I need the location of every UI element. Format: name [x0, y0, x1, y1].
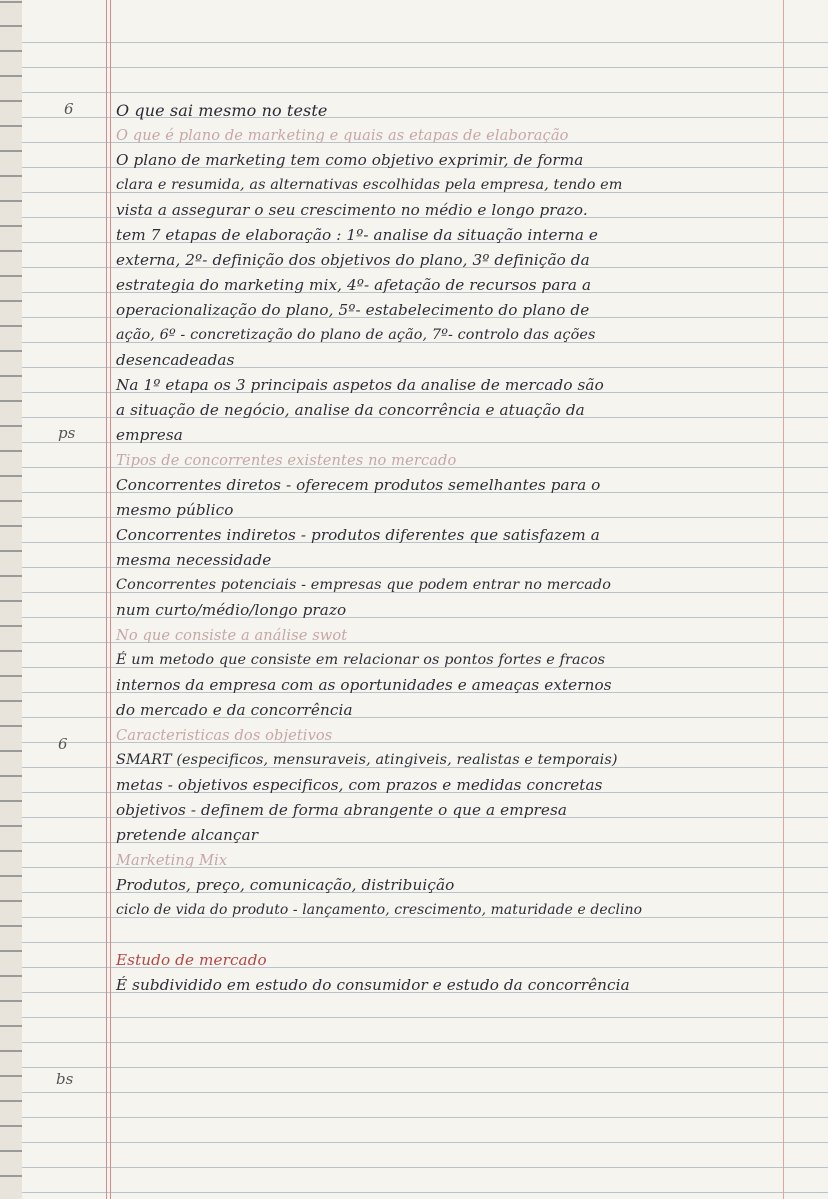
note-line: mesma necessidade [116, 551, 272, 569]
blank-line [116, 923, 828, 948]
note-line: tem 7 etapas de elaboração : 1º- analise da situação interna e [116, 226, 598, 244]
note-line: metas - objetivos especificos, com prazos e medidas concretas [116, 776, 603, 794]
question-heading: No que consiste a análise swot [116, 627, 348, 644]
margin-line [106, 0, 107, 1199]
note-line: É um metodo que consiste em relacionar os pontos fortes e fracos [116, 652, 606, 668]
note-line: mesmo público [116, 501, 234, 519]
note-line: operacionalização do plano, 5º- estabelecimento do plano de [116, 301, 590, 319]
binding-holes [0, 0, 22, 1199]
note-line: Na 1º etapa os 3 principais aspetos da analise de mercado são [116, 376, 604, 394]
note-line: do mercado e da concorrência [116, 701, 353, 719]
handwritten-notes [116, 98, 828, 998]
margin-mark: ps [58, 424, 76, 442]
question-heading: Marketing Mix [116, 852, 228, 869]
note-line: ciclo de vida do produto - lançamento, crescimento, maturidade e declino [116, 902, 643, 918]
note-line: Concorrentes potenciais - empresas que podem entrar no mercado [116, 577, 611, 593]
note-title: O que sai mesmo no teste [116, 101, 328, 120]
note-line: Concorrentes diretos - oferecem produtos semelhantes para o [116, 476, 601, 494]
question-heading: Caracteristicas dos objetivos [116, 727, 333, 744]
note-line: objetivos - definem de forma abrangente o que a empresa [116, 801, 568, 819]
note-line: a situação de negócio, analise da concorrência e atuação da [116, 401, 585, 419]
margin-mark: bs [56, 1070, 74, 1088]
section-heading: Estudo de mercado [116, 951, 267, 969]
note-line: internos da empresa com as oportunidades e ameaças externos [116, 676, 612, 694]
margin-mark: 6 [58, 735, 68, 753]
note-line: estrategia do marketing mix, 4º- afetação de recursos para a [116, 276, 592, 294]
note-line: desencadeadas [116, 351, 235, 369]
question-heading: O que é plano de marketing e quais as etapas de elaboração [116, 127, 569, 144]
note-line: Produtos, preço, comunicação, distribuição [116, 876, 455, 894]
margin-line [110, 0, 111, 1199]
note-line: pretende alcançar [116, 826, 259, 844]
note-line: vista a assegurar o seu crescimento no médio e longo prazo. [116, 201, 588, 219]
note-line: Concorrentes indiretos - produtos diferentes que satisfazem a [116, 526, 600, 544]
note-line: externa, 2º- definição dos objetivos do plano, 3º definição da [116, 251, 590, 269]
note-line: É subdividido em estudo do consumidor e estudo da concorrência [116, 976, 630, 994]
note-line: clara e resumida, as alternativas escolhidas pela empresa, tendo em [116, 177, 623, 193]
margin-mark: 6 [64, 100, 74, 118]
note-line: num curto/médio/longo prazo [116, 601, 347, 619]
note-line: O plano de marketing tem como objetivo exprimir, de forma [116, 151, 584, 169]
note-line: SMART (especificos, mensuraveis, atingiveis, realistas e temporais) [116, 752, 618, 768]
note-line: empresa [116, 426, 183, 444]
question-heading: Tipos de concorrentes existentes no mercado [116, 452, 457, 469]
note-line: ação, 6º - concretização do plano de ação, 7º- controlo das ações [116, 327, 596, 343]
